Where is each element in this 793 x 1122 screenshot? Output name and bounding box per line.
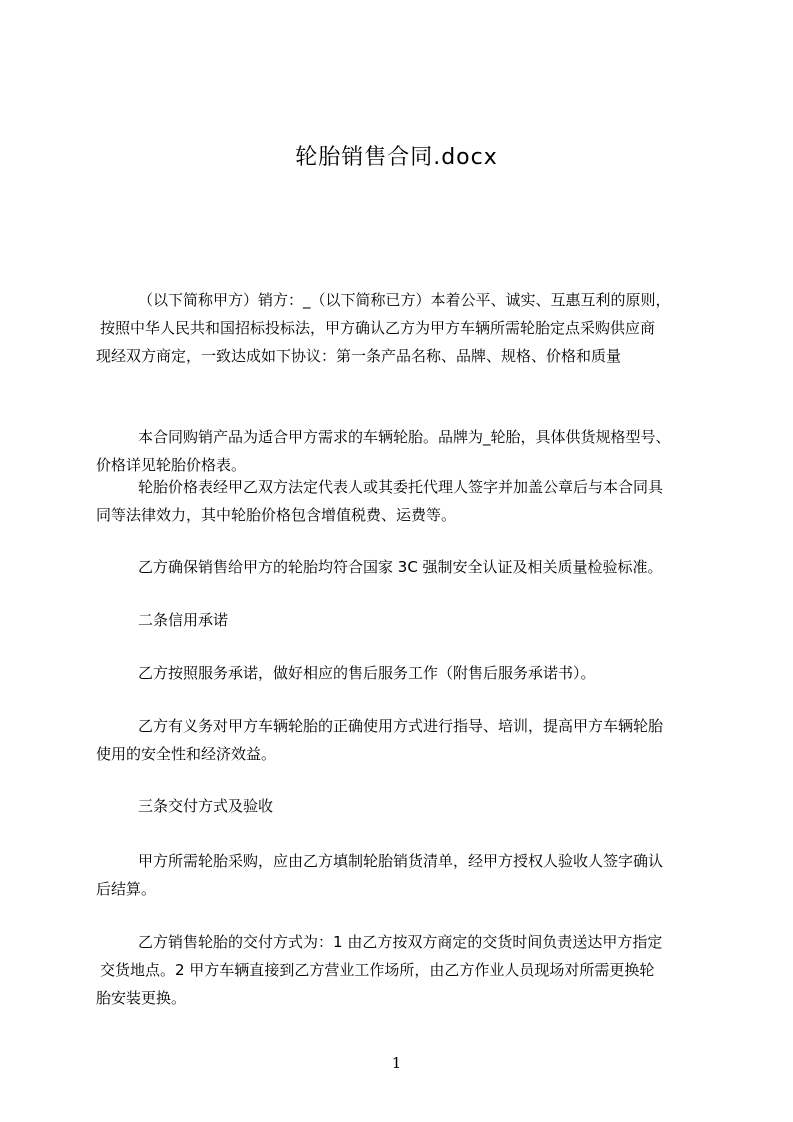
paragraph-line: 价格详见轮胎价格表。: [96, 456, 247, 474]
paragraph-line: 后结算。: [96, 880, 157, 898]
paragraph-intro: [96, 286, 708, 370]
paragraph-delivery-method: [96, 928, 708, 1012]
page-number: 1: [391, 1054, 402, 1072]
paragraph-quality-standard: [96, 553, 708, 581]
paragraph-line: 甲方所需轮胎采购，应由乙方填制轮胎销货清单，经甲方授权人验收人签字确认: [138, 852, 664, 870]
paragraph-line: 同等法律效力，其中轮胎价格包含增值税费、运费等。: [96, 506, 457, 524]
paragraph-line: 乙方按照服务承诺，做好相应的售后服务工作（附售后服务承诺书）。: [138, 664, 596, 682]
paragraph-line: 二条信用承诺: [138, 611, 229, 629]
paragraph-line: 使用的安全性和经济效益。: [96, 745, 277, 763]
paragraph-line: 轮胎价格表经甲乙双方法定代表人或其委托代理人签字并加盖公章后与本合同具: [138, 478, 664, 496]
paragraph-usage-guidance: [96, 712, 708, 768]
paragraph-line: 乙方销售轮胎的交付方式为：1 由乙方按双方商定的交货时间负责送达甲方指定: [138, 933, 663, 951]
paragraph-line: 本合同购销产品为适合甲方需求的车辆轮胎。品牌为_轮胎，具体供货规格型号、: [138, 428, 671, 446]
paragraph-line: 按照中华人民共和国招标投标法，甲方确认乙方为甲方车辆所需轮胎定点采购供应商: [100, 319, 656, 337]
paragraph-service-commitment: [96, 659, 708, 687]
paragraph-acceptance: [96, 847, 708, 903]
paragraph-product-scope: [96, 423, 708, 479]
section-heading-credit-commitment: [96, 606, 708, 634]
document-title: 轮胎销售合同.docx: [295, 145, 498, 170]
paragraph-line: 乙方确保销售给甲方的轮胎均符合国家 3C 强制安全认证及相关质量检验标准。: [138, 558, 663, 576]
paragraph-price-table: [96, 473, 708, 529]
paragraph-line: 现经双方商定，一致达成如下协议：第一条产品名称、品牌、规格、价格和质量: [96, 347, 622, 365]
section-heading-delivery: [96, 792, 708, 820]
paragraph-line: 乙方有义务对甲方车辆轮胎的正确使用方式进行指导、培训，提高甲方车辆轮胎: [138, 717, 664, 735]
paragraph-line: （以下简称甲方）销方：_（以下简称已方）本着公平、诚实、互惠互利的原则，: [138, 291, 671, 309]
paragraph-line: 三条交付方式及验收: [138, 797, 274, 815]
paragraph-line: 交货地点。2 甲方车辆直接到乙方营业工作场所，由乙方作业人员现场对所需更换轮: [100, 961, 655, 979]
paragraph-line: 胎安装更换。: [96, 989, 187, 1007]
